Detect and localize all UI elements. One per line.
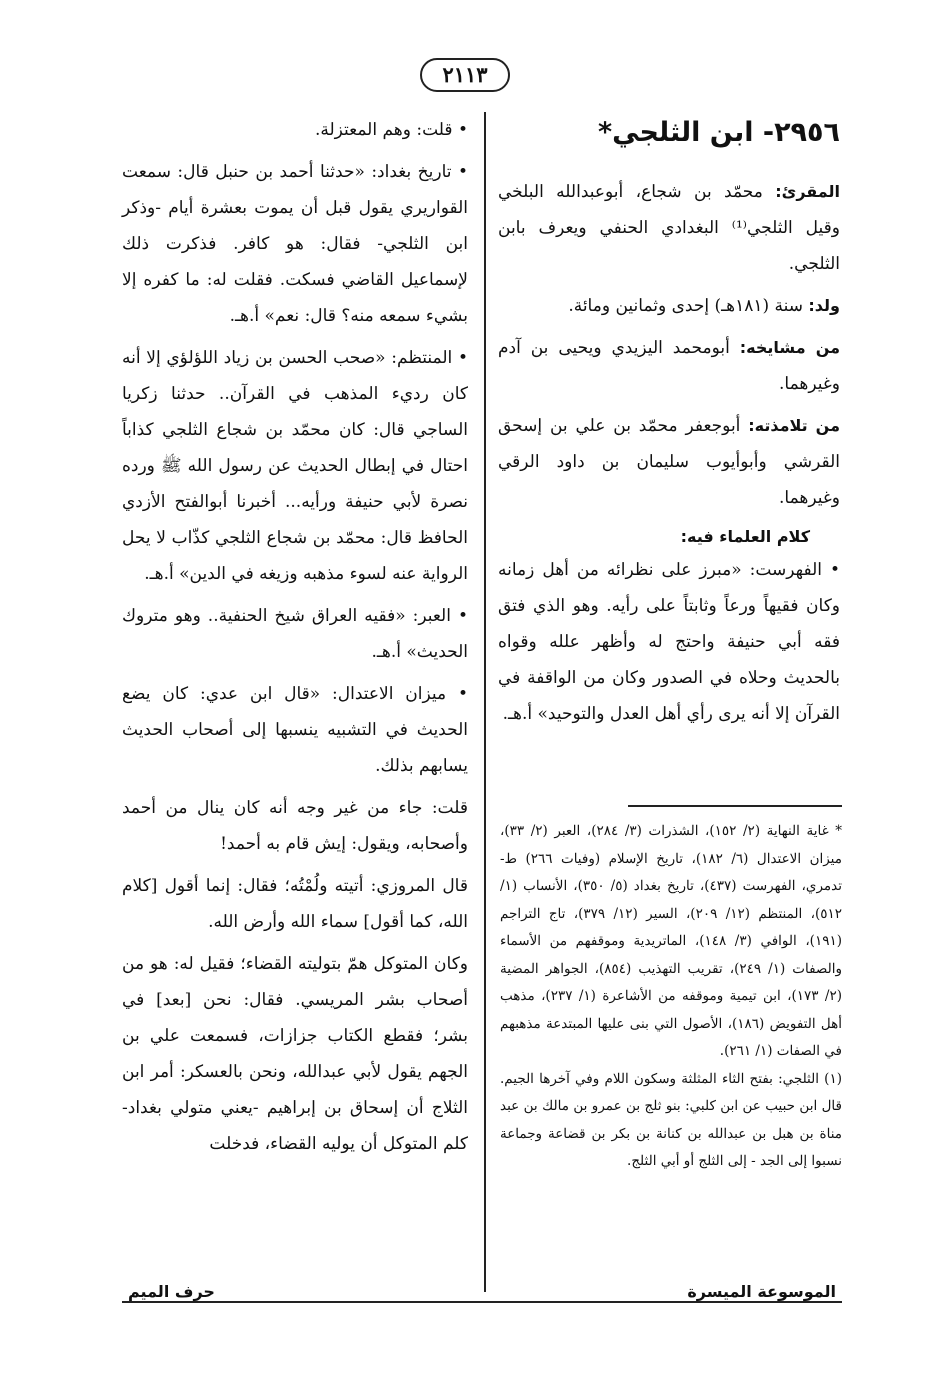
paragraph-text: سنة (١٨١هـ) إحدى وثمانين ومائة. [568, 296, 809, 316]
footnote-sources: * غاية النهاية (٢/ ١٥٢)، الشذرات (٣/ ٢٨٤)، العبر (٢/ ٣٣)، ميزان الاعتدال (٦/ ١٨٢)، تاريخ الإسلام (وفيات ٢٦٦) ط-تدمري، الفهرست (٤٣٧)، تاريخ بغداد (٥/ ٣٥٠)، الأنساب (١/ ٥١٢)، المنتظم (١٢/ ٢٠٩)، السير (١٢/ ٣٧٩)، تاج التراجم (١٩١)، الوافي (٣/ ١٤٨)، الماتريدية وموقفهم من الأسماء والصفات (١/ ٢٤٩)، تقريب التهذيب (٨٥٤)، الجواهر المضية (٢/ ١٧٣)، ابن تيمية وموقفه من الأشاعرة (١/ ٢٣٧)، مذهب أهل التفويض (١٨٦)، الأصول التي بنى عليها المبتدعة مذهبهم في الصفات (١/ ٢٦١). [500, 823, 843, 1059]
fihrist-quote: • الفهرست: «مبرز على نظرائه من أهل زمانه وكان فقيهاً ورعاً وثابتاً على رأيه. وهو الذي فتق فقه أبي حنيفة واحتج له وأظهر علله وقواه بالحديث وحلاه في الصدور وكان من الواقفة في القرآن إلا أنه يرى رأي أهل العدل والتوحيد» أ.هـ. [498, 552, 840, 732]
paragraph-text: محمّد بن شجاع، أبوعبدالله البلخي وقيل الثلجي⁽¹⁾ البغدادي الحنفي ويعرف بابن الثلجي. [498, 182, 840, 274]
paragraph-label: من تلامذته: [748, 416, 840, 435]
text-paragraph: • قلت: وهم المعتزلة. [122, 112, 468, 148]
footnote-1: (١) الثلجي: بفتح الثاء المثلثة وسكون اللام وفي آخرها الجيم. قال ابن حبيب عن ابن كلبي: بنو ثلج بن عمرو بن مالك بن عبد مناة بن هبل بن عبدالله بن كنانة بن بكر بن قضاعة وجماعة نسبوا إلى الجد - إلى الثلج أو أبي الثلج. [500, 1070, 842, 1169]
text-paragraph: • العبر: «فقيه العراق شيخ الحنفية.. وهو متروك الحديث» أ.هـ. [122, 598, 468, 670]
paragraph-text: أبوجعفر محمّد بن علي بن إسحق القرشي وأبوأيوب سليمان بن داود الرقي وغيرهما. [498, 416, 840, 508]
text-paragraph: • ميزان الاعتدال: «قال ابن عدي: كان يضع الحديث في التشبيه ينسبها إلى أصحاب الحديث يسابهم بذلك. [122, 676, 468, 784]
footer-rule [122, 1301, 842, 1303]
text-paragraph: قال المروزي: أتيته ولُمْتُه؛ فقال: إنما أقول [كلام الله، كما أقول] سماء الله وأرض الله. [122, 876, 468, 932]
paragraph-label: من مشايخه: [739, 338, 840, 357]
page-number-label: ٢١١٣ [420, 58, 509, 92]
entry-paragraph [498, 288, 840, 324]
entry-paragraph [498, 408, 840, 516]
scholars-heading: كلام العلماء فيه: [680, 527, 810, 546]
column-divider [484, 112, 486, 1292]
text-paragraph: قلت: جاء من غير وجه أنه كان ينال من أحمد وأصحابه، ويقول: إيش قام به أحمد! [122, 798, 468, 854]
continuation-column [122, 112, 468, 1168]
footer-chapter: حرف الميم [122, 1282, 221, 1301]
paragraph-label: المقرئ: [775, 182, 840, 201]
footnote-separator [628, 805, 842, 807]
footer-book-title: الموسوعة الميسرة [681, 1282, 842, 1301]
footnotes [500, 818, 842, 1176]
entry-column [498, 108, 840, 738]
entry-title: ٢٩٥٦- ابن الثلجي* [598, 117, 840, 148]
text-paragraph: وكان المتوكل همّ بتوليته القضاء؛ فقيل له: هو من أصحاب بشر المريسي. فقال: نحن [بعد] في بشر؛ فقطع الكتاب جزازات، فسمعت علي بن الجهم يقول لأبي عبدالله، ونحن بالعسكر: أمر ابن الثلاج أن إسحاق بن إبراهيم -يعني متولي بغداد- كلم المتوكل أن يوليه القضاء، فدخلت [122, 954, 468, 1154]
page-number [0, 58, 930, 92]
paragraph-text: أبومحمد اليزيدي ويحيى بن آدم وغيرهما. [498, 338, 840, 394]
entry-paragraph [498, 174, 840, 282]
text-paragraph: • تاريخ بغداد: «حدثنا أحمد بن حنبل قال: سمعت القواريري يقول قبل أن يموت بعشرة أيام -وذكر ابن الثلجي- فقال: هو كافر. فذكرت ذلك لإسماعيل القاضي فسكت. فقلت له: ما كفره إلا بشيء سمعه منه؟ قال: نعم» أ.هـ. [122, 154, 468, 334]
entry-paragraph [498, 330, 840, 402]
text-paragraph: • المنتظم: «صحب الحسن بن زياد اللؤلؤي إلا أنه كان رديء المذهب في القرآن.. حدثنا زكريا الساجي قال: كان محمّد بن شجاع الثلجي كذاباً احتال في إبطال الحديث عن رسول الله ﷺ ورده نصرة لأبي حنيفة ورأيه... أخبرنا أبوالفتح الأزدي الحافظ قال: محمّد بن شجاع الثلجي كذّاب لا يحل الرواية عنه لسوء مذهبه وزيغه في الدين» أ.هـ. [122, 340, 468, 592]
paragraph-label: ولد: [808, 296, 840, 315]
